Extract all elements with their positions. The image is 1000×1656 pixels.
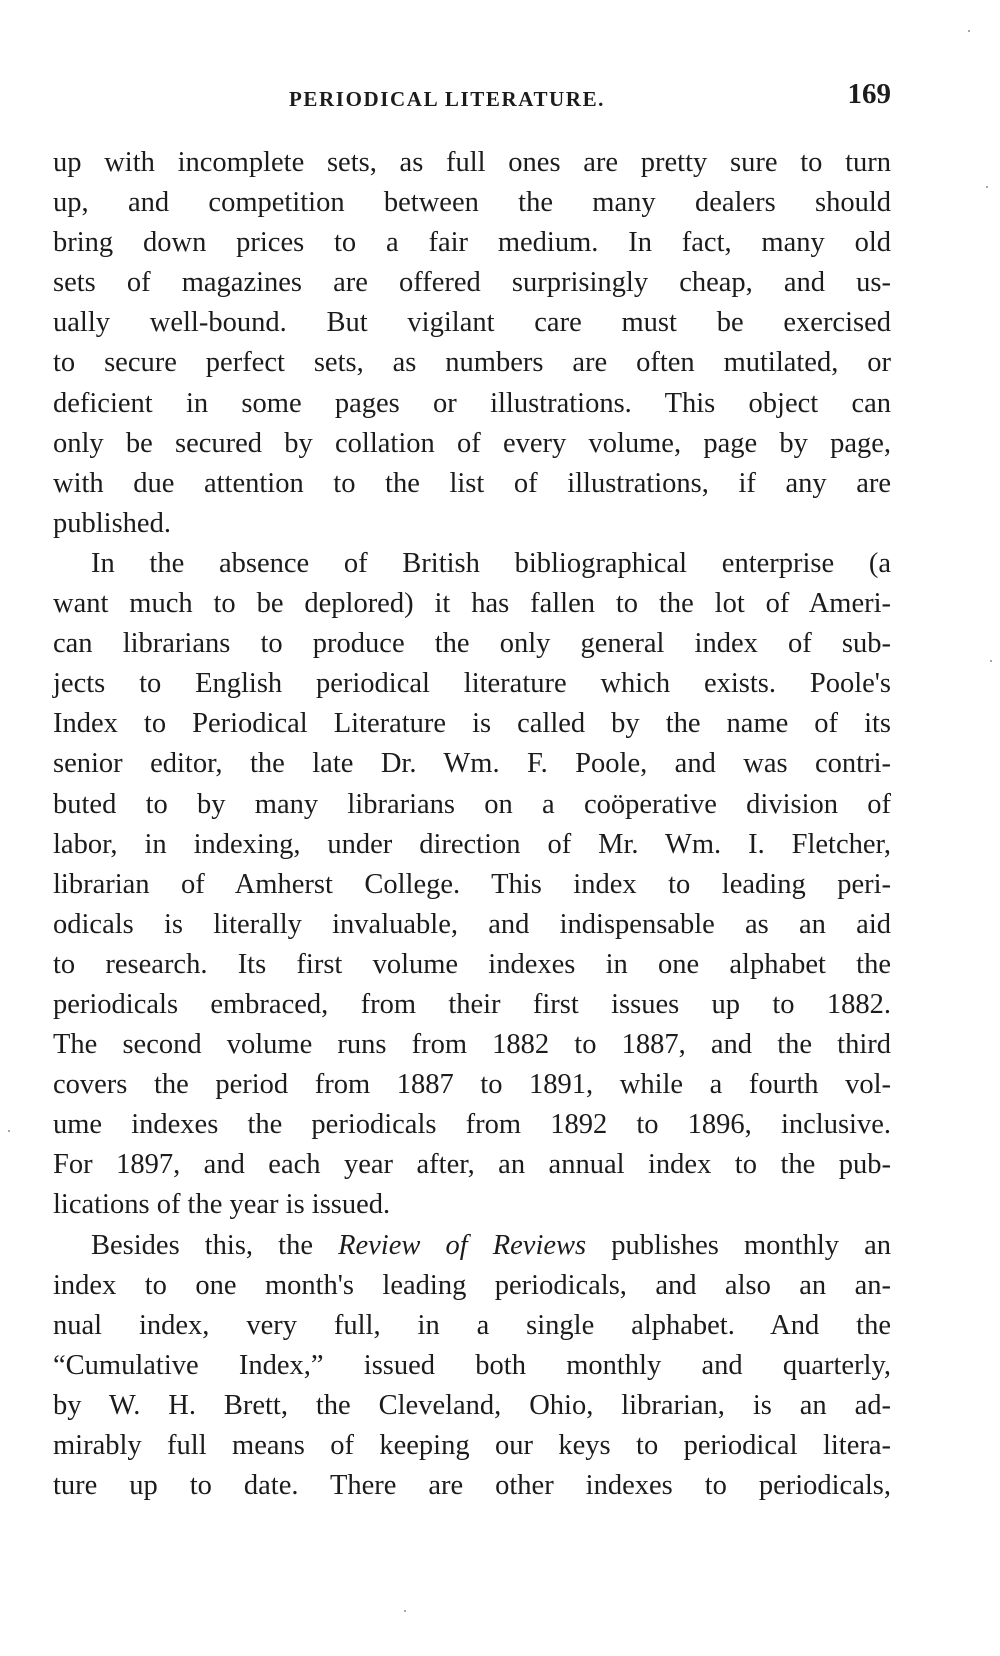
text-line: jects to English periodical literature which exists. Poole's [53, 668, 891, 700]
text-line: odicals is literally invaluable, and indispensable as an aid [53, 908, 891, 940]
scan-speck [8, 1130, 10, 1132]
body-text [53, 143, 891, 1506]
text-line: ture up to date. There are other indexes to periodicals, [53, 1470, 891, 1502]
text-line: lications of the year is issued. [53, 1189, 391, 1221]
text-line: up with incomplete sets, as full ones are pretty sure to turn [53, 147, 891, 178]
text-line: The second volume runs from 1882 to 1887, and the third [53, 1029, 891, 1061]
text-line: ume indexes the periodicals from 1892 to 1896, inclusive. [53, 1109, 891, 1141]
page-number: 169 [847, 78, 891, 110]
text-line: to research. Its first volume indexes in one alphabet the [53, 948, 891, 980]
text-line: by W. H. Brett, the Cleveland, Ohio, librarian, is an ad- [53, 1389, 891, 1421]
text-line: nual index, very full, in a single alphabet. And the [53, 1309, 891, 1341]
text-line: In the absence of British bibliographical enterprise (a [91, 547, 891, 579]
text-line: librarian of Amherst College. This index to leading peri- [53, 868, 891, 900]
scan-speck [990, 660, 992, 662]
text-line: labor, in indexing, under direction of Mr. Wm. I. Fletcher, [53, 828, 891, 860]
running-head [53, 78, 891, 118]
text-line: to secure perfect sets, as numbers are often mutilated, or [53, 347, 891, 379]
text-line: with due attention to the list of illustrations, if any are [53, 467, 891, 499]
text-line: index to one month's leading periodicals, and also an an- [53, 1269, 891, 1301]
text-line: sets of magazines are offered surprisingly cheap, and us- [53, 267, 891, 299]
text-line: covers the period from 1887 to 1891, while a fourth vol- [53, 1069, 891, 1101]
paragraph-2 [53, 544, 891, 1226]
scan-speck [404, 1610, 406, 1612]
scan-speck [986, 186, 988, 188]
text-line: senior editor, the late Dr. Wm. F. Poole, and was contri- [53, 748, 891, 780]
text-line: can librarians to produce the only general index of sub- [53, 628, 891, 660]
text-line: buted to by many librarians on a coöperative division of [53, 788, 891, 820]
text-line [53, 1226, 891, 1266]
periodical-title: Review of Reviews [338, 1229, 587, 1261]
running-title: PERIODICAL LITERATURE. [289, 87, 606, 111]
scan-speck [968, 30, 970, 32]
text-line: deficient in some pages or illustrations. This object can [53, 387, 891, 419]
text-line: only be secured by collation of every volume, page by page, [53, 427, 891, 459]
text-line: up, and competition between the many dealers should [53, 187, 891, 219]
text-line: Index to Periodical Literature is called by the name of its [53, 708, 891, 740]
text-line: periodicals embraced, from their first issues up to 1882. [53, 988, 891, 1020]
text-run: publishes monthly an [586, 1229, 891, 1261]
text-run: Besides this, the [91, 1229, 339, 1261]
paragraph-3 [53, 1226, 891, 1507]
text-line: published. [53, 507, 171, 539]
paragraph-1 [53, 143, 891, 544]
text-line: “Cumulative Index,” issued both monthly and quarterly, [53, 1349, 891, 1381]
text-line: For 1897, and each year after, an annual index to the pub- [53, 1149, 891, 1181]
text-line: mirably full means of keeping our keys to periodical litera- [53, 1430, 891, 1461]
text-line: ually well-bound. But vigilant care must be exercised [53, 307, 891, 339]
text-line: want much to be deplored) it has fallen to the lot of Ameri- [53, 588, 891, 620]
text-line: bring down prices to a fair medium. In fact, many old [53, 227, 891, 259]
